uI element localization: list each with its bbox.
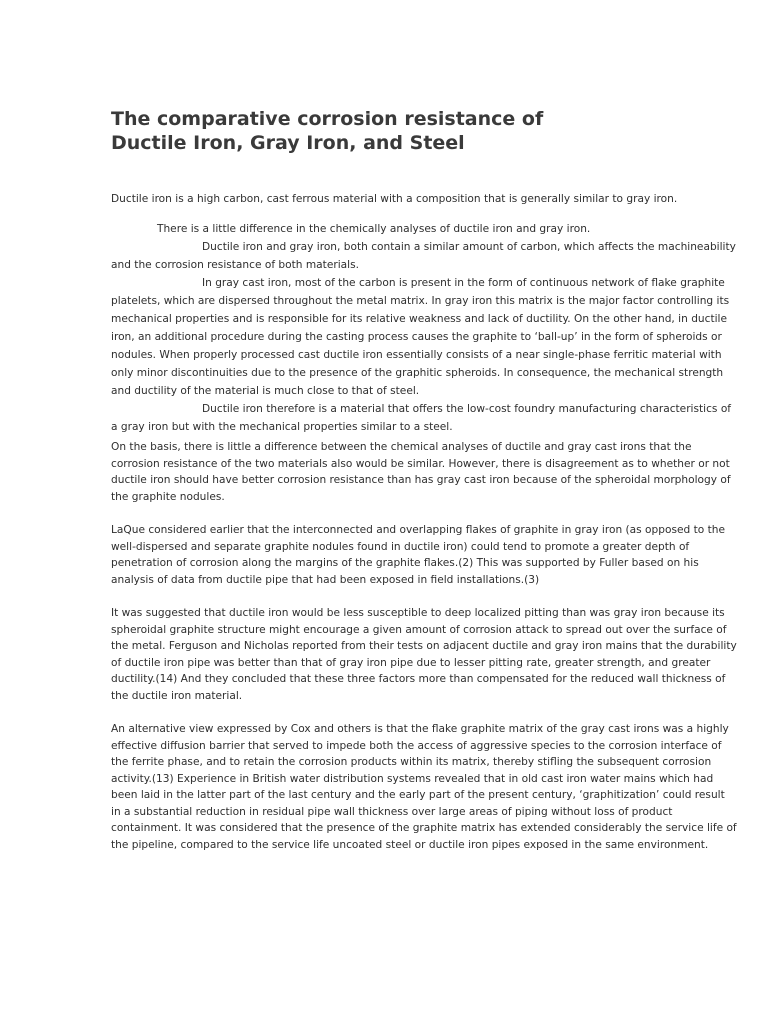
paragraph-intro: Ductile iron is a high carbon, cast ferrous material with a composition that is generally similar to gray iron.: [111, 193, 678, 205]
paragraph-ductile-therefore: Ductile iron therefore is a material that offers the low-cost foundry manufacturing characteristics of a gray iron but with the mechanical properties similar to a steel.: [111, 403, 732, 433]
paragraph-gray-cast-iron: In gray cast iron, most of the carbon is present in the form of continuous network of flake graphite platelets, which are dispersed throughout the metal matrix. In gray iron this matrix is the major factor controlling its mechanical properties and is responsible for its relative weakness and lack of ductility. On the other hand, in ductile iron, an additional procedure during the casting process causes the graphite to ‘ball-up’ in the form of spheroids or nodules. When properly processed cast ductile iron essentially consists of a near single-phase ferritic material with only minor discontinuities due to the presence of the graphitic spheroids. In consequence, the mechanical strength and ductility of the material is much close to that of steel.: [111, 277, 730, 397]
paragraph-alternative-view: An alternative view expressed by Cox and others is that the flake graphite matrix of the gray cast irons was a highly effective diffusion barrier that served to impede both the access of aggressive species to the corrosion interface of the ferrite phase, and to retain the corrosion products within its matrix, thereby stifling the subsequent corrosion activity.(13) Experience in British water distribution systems revealed that in old cast iron water mains which had been laid in the latter part of the last century and the early part of the present century, ‘graphitization’ could result in a substantial reduction in residual pipe wall thickness over large areas of piping without loss of product containment. It was considered that the presence of the graphite matrix has extended considerably the service life of the pipeline, compared to the service life uncoated steel or ductile iron pipes exposed in the same environment.: [111, 723, 737, 851]
paragraph-analyses: There is a little difference in the chemically analyses of ductile iron and gray iron.: [157, 223, 591, 235]
title-line-2: Ductile Iron, Gray Iron, and Steel: [111, 132, 465, 154]
document-body: [111, 190, 737, 853]
paragraph-on-the-basis: On the basis, there is little a difference between the chemical analyses of ductile and gray cast irons that the corrosion resistance of the two materials also would be similar. However, there is disagreement as to whether or not ductile iron should have better corrosion resistance than has gray cast iron because of the spheroidal morphology of the graphite nodules.: [111, 441, 731, 503]
title-line-1: The comparative corrosion resistance of: [111, 108, 544, 130]
paragraph-pitting: It was suggested that ductile iron would be less susceptible to deep localized pitting than was gray iron because its spheroidal graphite structure might encourage a given amount of corrosion attack to spread out over the surface of the metal. Ferguson and Nicholas reported from their tests on adjacent ductile and gray iron mains that the durability of ductile iron pipe was better than that of gray iron pipe due to lesser pitting rate, greater strength, and greater ductility.(14) And they concluded that these three factors more than compensated for the reduced wall thickness of the ductile iron material.: [111, 607, 737, 702]
paragraph-laque: LaQue considered earlier that the interconnected and overlapping flakes of graphite in gray iron (as opposed to the well-dispersed and separate graphite nodules found in ductile iron) could tend to promote a greater depth of penetration of corrosion along the margins of the graphite flakes.(2) This was supported by Fuller based on his analysis of data from ductile pipe that had been exposed in field installations.(3): [111, 524, 725, 586]
paragraph-carbon: Ductile iron and gray iron, both contain a similar amount of carbon, which affects the machineability and the corrosion resistance of both materials.: [111, 241, 736, 271]
page-title: [111, 107, 671, 155]
